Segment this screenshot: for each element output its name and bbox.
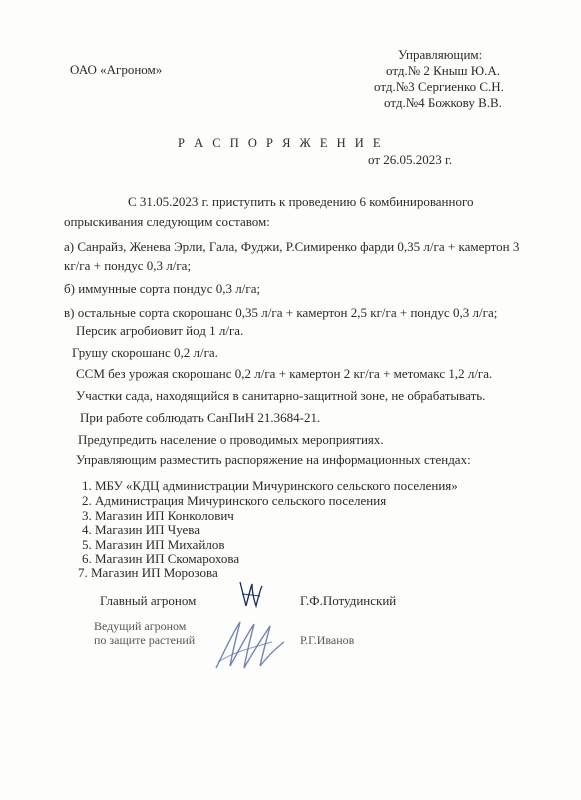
recipient-line: отд.№4 Божкову В.В. <box>384 95 502 110</box>
list-item: 1. МБУ «КДЦ администрации Мичуринского сельского поселения» <box>82 478 458 493</box>
instruction-managers: Управляющим разместить распоряжение на информационных стендах: <box>76 452 471 467</box>
list-item: 2. Администрация Мичуринского сельского поселения <box>82 493 387 508</box>
lead-agronomist-title: по защите растений <box>94 633 196 647</box>
list-item: 6. Магазин ИП Скомарохова <box>82 551 240 566</box>
instruction-peach: Персик агробиовит йод 1 л/га. <box>76 323 244 338</box>
org-name: ОАО «Агроном» <box>70 62 163 77</box>
chief-agronomist-name: Г.Ф.Потудинский <box>300 593 397 608</box>
lead-agronomist-title: Ведущий агроном <box>94 619 187 633</box>
item-a: а) Санрайз, Женева Эрли, Гала, Фуджи, Р.Симиренко фарди 0,35 л/га + камертон 3 <box>64 239 520 254</box>
chief-signature-image <box>232 576 272 616</box>
instruction-warn: Предупредить население о проводимых мероприятиях. <box>78 432 384 447</box>
recipient-title: Управляющим: <box>398 47 483 62</box>
item-c: в) остальные сорта скорошанс 0,35 л/га + камертон 2,5 кг/га + пондус 0,3 л/га; <box>64 305 498 320</box>
instruction-sanpin: При работе соблюдать СанПиН 21.3684-21. <box>80 410 321 425</box>
list-item: 5. Магазин ИП Михайлов <box>82 537 225 552</box>
recipient-line: отд.№3 Сергиенко С.Н. <box>374 79 504 94</box>
lead-agronomist-name: Р.Г.Иванов <box>300 633 355 647</box>
item-b: б) иммунные сорта пондус 0,3 л/га; <box>64 281 261 296</box>
recipient-line: отд.№ 2 Кныш Ю.А. <box>386 63 500 78</box>
instruction-sanitary: Участки сада, находящийся в санитарно-защитной зоне, не обрабатывать. <box>76 388 486 403</box>
document-date: от 26.05.2023 г. <box>368 152 453 167</box>
list-item: 3. Магазин ИП Конколович <box>82 508 234 523</box>
intro-text: С 31.05.2023 г. приступить к проведению 6 комбинированного <box>128 194 474 209</box>
chief-agronomist-title: Главный агроном <box>100 593 197 608</box>
item-a: кг/га + пондус 0,3 л/га; <box>64 258 192 273</box>
document-title: Р А С П О Р Я Ж Е Н И Е <box>178 136 384 150</box>
intro-text: опрыскивания следующим составом: <box>64 214 270 229</box>
lead-signature-image <box>210 612 290 674</box>
instruction-pear: Грушу скорошанс 0,2 л/га. <box>72 345 218 360</box>
list-item: 7. Магазин ИП Морозова <box>78 565 218 580</box>
instruction-ssm: ССМ без урожая скорошанс 0,2 л/га + камертон 2 кг/га + метомакс 1,2 л/га. <box>76 366 493 381</box>
list-item: 4. Магазин ИП Чуева <box>82 522 201 537</box>
